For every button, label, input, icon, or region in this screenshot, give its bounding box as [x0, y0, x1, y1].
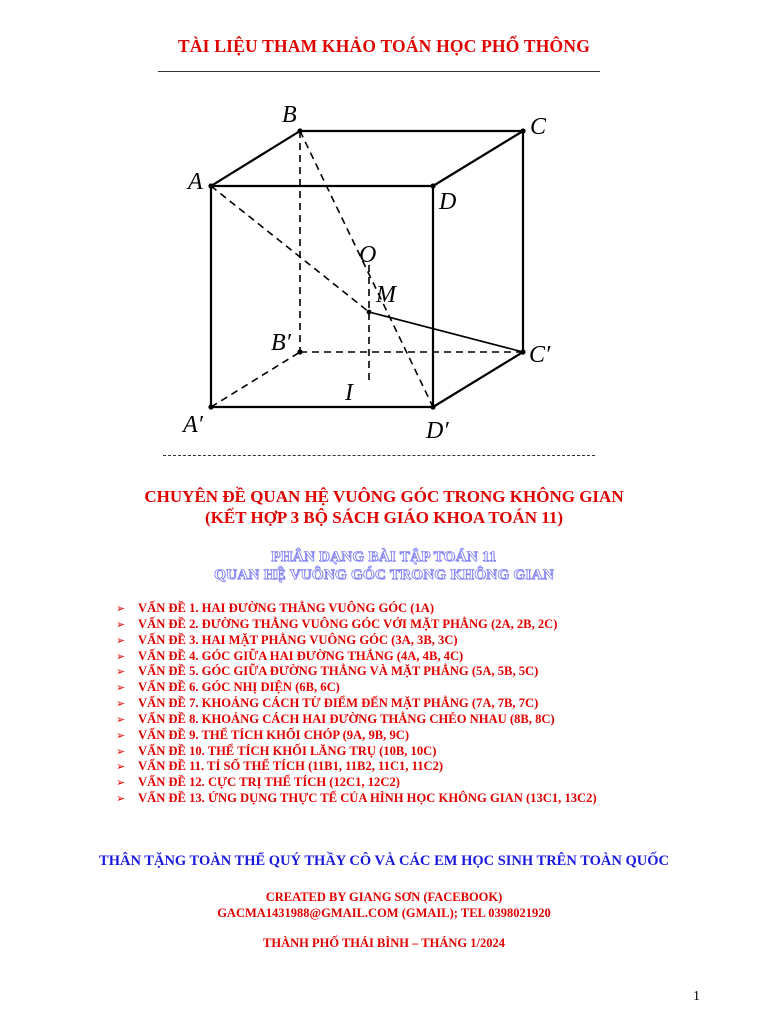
edge-A1B1-hidden: [211, 352, 300, 407]
topic-item: ➢ VẤN ĐỀ 13. ỨNG DỤNG THỰC TẾ CỦA HÌNH HỌC KHÔNG GIAN (13C1, 13C2): [116, 791, 597, 806]
subtitle: [0, 548, 768, 584]
topic-item: ➢ VẤN ĐỀ 5. GÓC GIỮA ĐƯỜNG THẲNG VÀ MẶT PHẲNG (5A, 5B, 5C): [116, 664, 539, 679]
label-A: A: [188, 169, 203, 195]
label-I: I: [345, 380, 353, 406]
arrow-bullet-icon: ➢: [116, 728, 126, 742]
credit-contact: GACMA1431988@GMAIL.COM (GMAIL); TEL 0398021920: [217, 906, 551, 920]
label-A-prime: A′: [183, 412, 203, 438]
main-title-line-2: (KẾT HỢP 3 BỘ SÁCH GIÁO KHOA TOÁN 11): [204, 508, 563, 527]
arrow-bullet-icon: ➢: [116, 649, 126, 663]
credit-author: CREATED BY GIANG SƠN (FACEBOOK): [265, 890, 503, 904]
arrow-bullet-icon: ➢: [116, 617, 126, 631]
main-title-line-1: CHUYÊN ĐỀ QUAN HỆ VUÔNG GÓC TRONG KHÔNG GIAN: [144, 487, 624, 506]
arrow-bullet-icon: ➢: [116, 602, 126, 615]
diagonal-BD1: [300, 131, 433, 407]
header-divider: [158, 71, 600, 72]
label-D: D: [439, 189, 457, 215]
edge-AB: [211, 131, 300, 186]
label-C: C: [530, 114, 547, 140]
credits: [0, 889, 768, 921]
topic-item: ➢ VẤN ĐỀ 6. GÓC NHỊ DIỆN (6B, 6C): [116, 680, 340, 695]
topic-list: [116, 601, 597, 807]
topic-item: ➢ VẤN ĐỀ 3. HAI MẶT PHẲNG VUÔNG GÓC (3A, 3B, 3C): [116, 632, 458, 647]
arrow-bullet-icon: ➢: [116, 776, 126, 790]
segment-AM: [211, 186, 369, 312]
topic-item: ➢ VẤN ĐỀ 4. GÓC GIỮA HAI ĐƯỜNG THẲNG (4A, 4B, 4C): [116, 648, 464, 663]
cube-figure: [160, 85, 600, 450]
arrow-bullet-icon: ➢: [116, 633, 126, 647]
figure-divider: [163, 455, 595, 456]
topic-item: ➢ VẤN ĐỀ 2. ĐƯỜNG THẲNG VUÔNG GÓC VỚI MẶT PHẲNG (2A, 2B, 2C): [116, 616, 558, 631]
label-C-prime: C′: [529, 342, 551, 368]
label-B: B: [282, 102, 297, 128]
label-D-prime: D′: [426, 418, 449, 444]
arrow-bullet-icon: ➢: [116, 681, 126, 695]
topic-item: ➢ VẤN ĐỀ 1. HAI ĐƯỜNG THẲNG VUÔNG GÓC (1A): [116, 601, 435, 615]
credit-place-date: THÀNH PHỐ THÁI BÌNH – THÁNG 1/2024: [263, 936, 505, 950]
dedication: THÂN TẶNG TOÀN THỂ QUÝ THẦY CÔ VÀ CÁC EM HỌC SINH TRÊN TOÀN QUỐC: [99, 853, 669, 869]
page-number: 1: [693, 989, 700, 1004]
topic-item: ➢ VẤN ĐỀ 10. THỂ TÍCH KHỐI LĂNG TRỤ (10B, 10C): [116, 743, 437, 758]
main-title: [0, 486, 768, 528]
label-B-prime: B′: [271, 330, 291, 356]
label-M: M: [376, 282, 396, 308]
topic-item: ➢ VẤN ĐỀ 9. THỂ TÍCH KHỐI CHÓP (9A, 9B, 9C): [116, 727, 410, 742]
document-header-title: TÀI LIỆU THAM KHẢO TOÁN HỌC PHỔ THÔNG: [177, 36, 591, 56]
topic-item: ➢ VẤN ĐỀ 7. KHOẢNG CÁCH TỪ ĐIỂM ĐẾN MẶT PHẲNG (7A, 7B, 7C): [116, 696, 539, 711]
label-O: O: [359, 242, 377, 268]
topic-item: ➢ VẤN ĐỀ 11. TỈ SỐ THỂ TÍCH (11B1, 11B2, 11C1, 11C2): [116, 759, 444, 774]
arrow-bullet-icon: ➢: [116, 697, 126, 711]
arrow-bullet-icon: ➢: [116, 744, 126, 758]
arrow-bullet-icon: ➢: [116, 665, 126, 679]
edge-D1C1: [433, 352, 523, 407]
topic-item: ➢ VẤN ĐỀ 12. CỰC TRỊ THỂ TÍCH (12C1, 12C2): [116, 775, 400, 790]
edge-DC: [433, 131, 523, 186]
arrow-bullet-icon: ➢: [116, 712, 126, 726]
subtitle-line-2: QUAN HỆ VUÔNG GÓC TRONG KHÔNG GIAN: [214, 567, 554, 583]
topic-item: ➢ VẤN ĐỀ 8. KHOẢNG CÁCH HAI ĐƯỜNG THẲNG CHÉO NHAU (8B, 8C): [116, 711, 555, 726]
subtitle-line-1: PHÂN DẠNG BÀI TẬP TOÁN 11: [271, 549, 497, 565]
arrow-bullet-icon: ➢: [116, 760, 126, 774]
arrow-bullet-icon: ➢: [116, 792, 126, 806]
segment-MC1: [369, 312, 523, 352]
